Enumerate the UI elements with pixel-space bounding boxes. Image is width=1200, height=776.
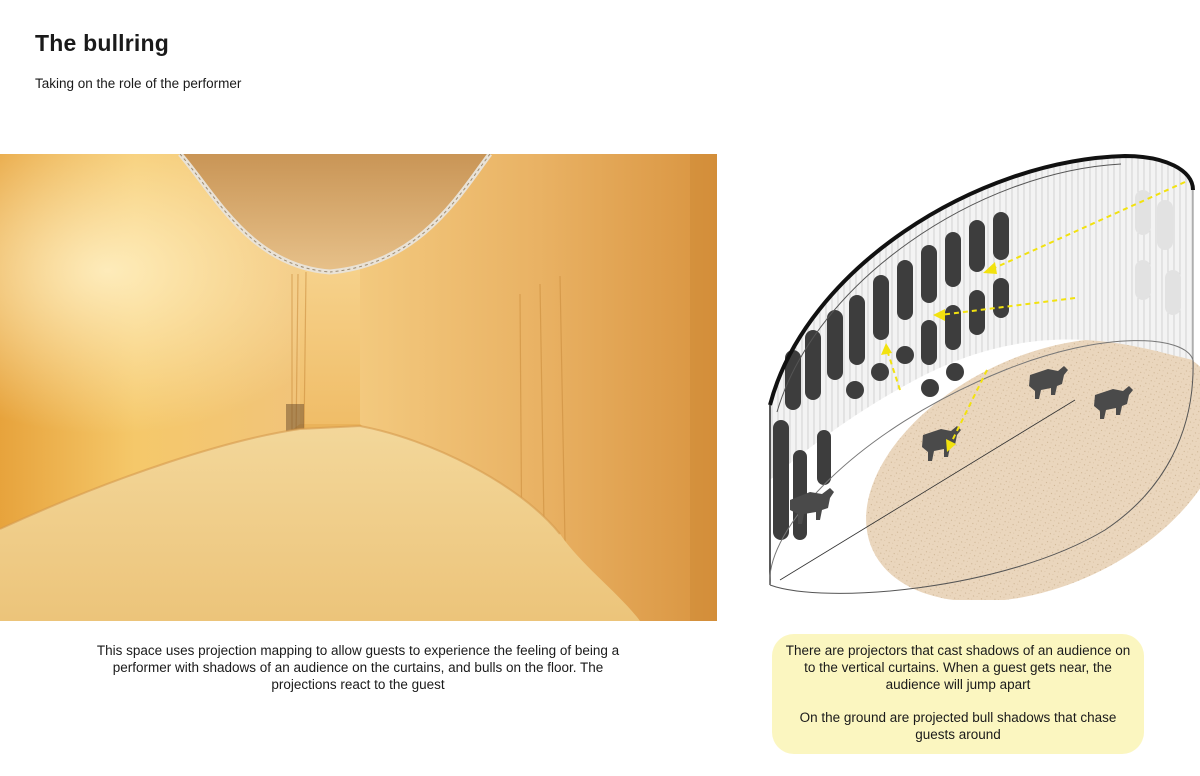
note-paragraph: On the ground are projected bull shadows that chase guests around xyxy=(799,710,1117,742)
page-title: The bullring xyxy=(35,30,169,56)
interior-render-image xyxy=(0,154,717,621)
render-caption: This space uses projection mapping to allow guests to experience the feeling of being a performer with shadows of an audience on the curtains, and bulls on the floor. The projections react to the guest xyxy=(96,643,620,692)
note-paragraph: There are projectors that cast shadows of an audience on to the vertical curtains. When a guest gets near, the audience will jump apart xyxy=(785,643,1131,692)
projector-note xyxy=(772,634,1144,754)
page-subtitle: Taking on the role of the performer xyxy=(35,76,242,91)
bullring-diagram xyxy=(745,150,1200,600)
